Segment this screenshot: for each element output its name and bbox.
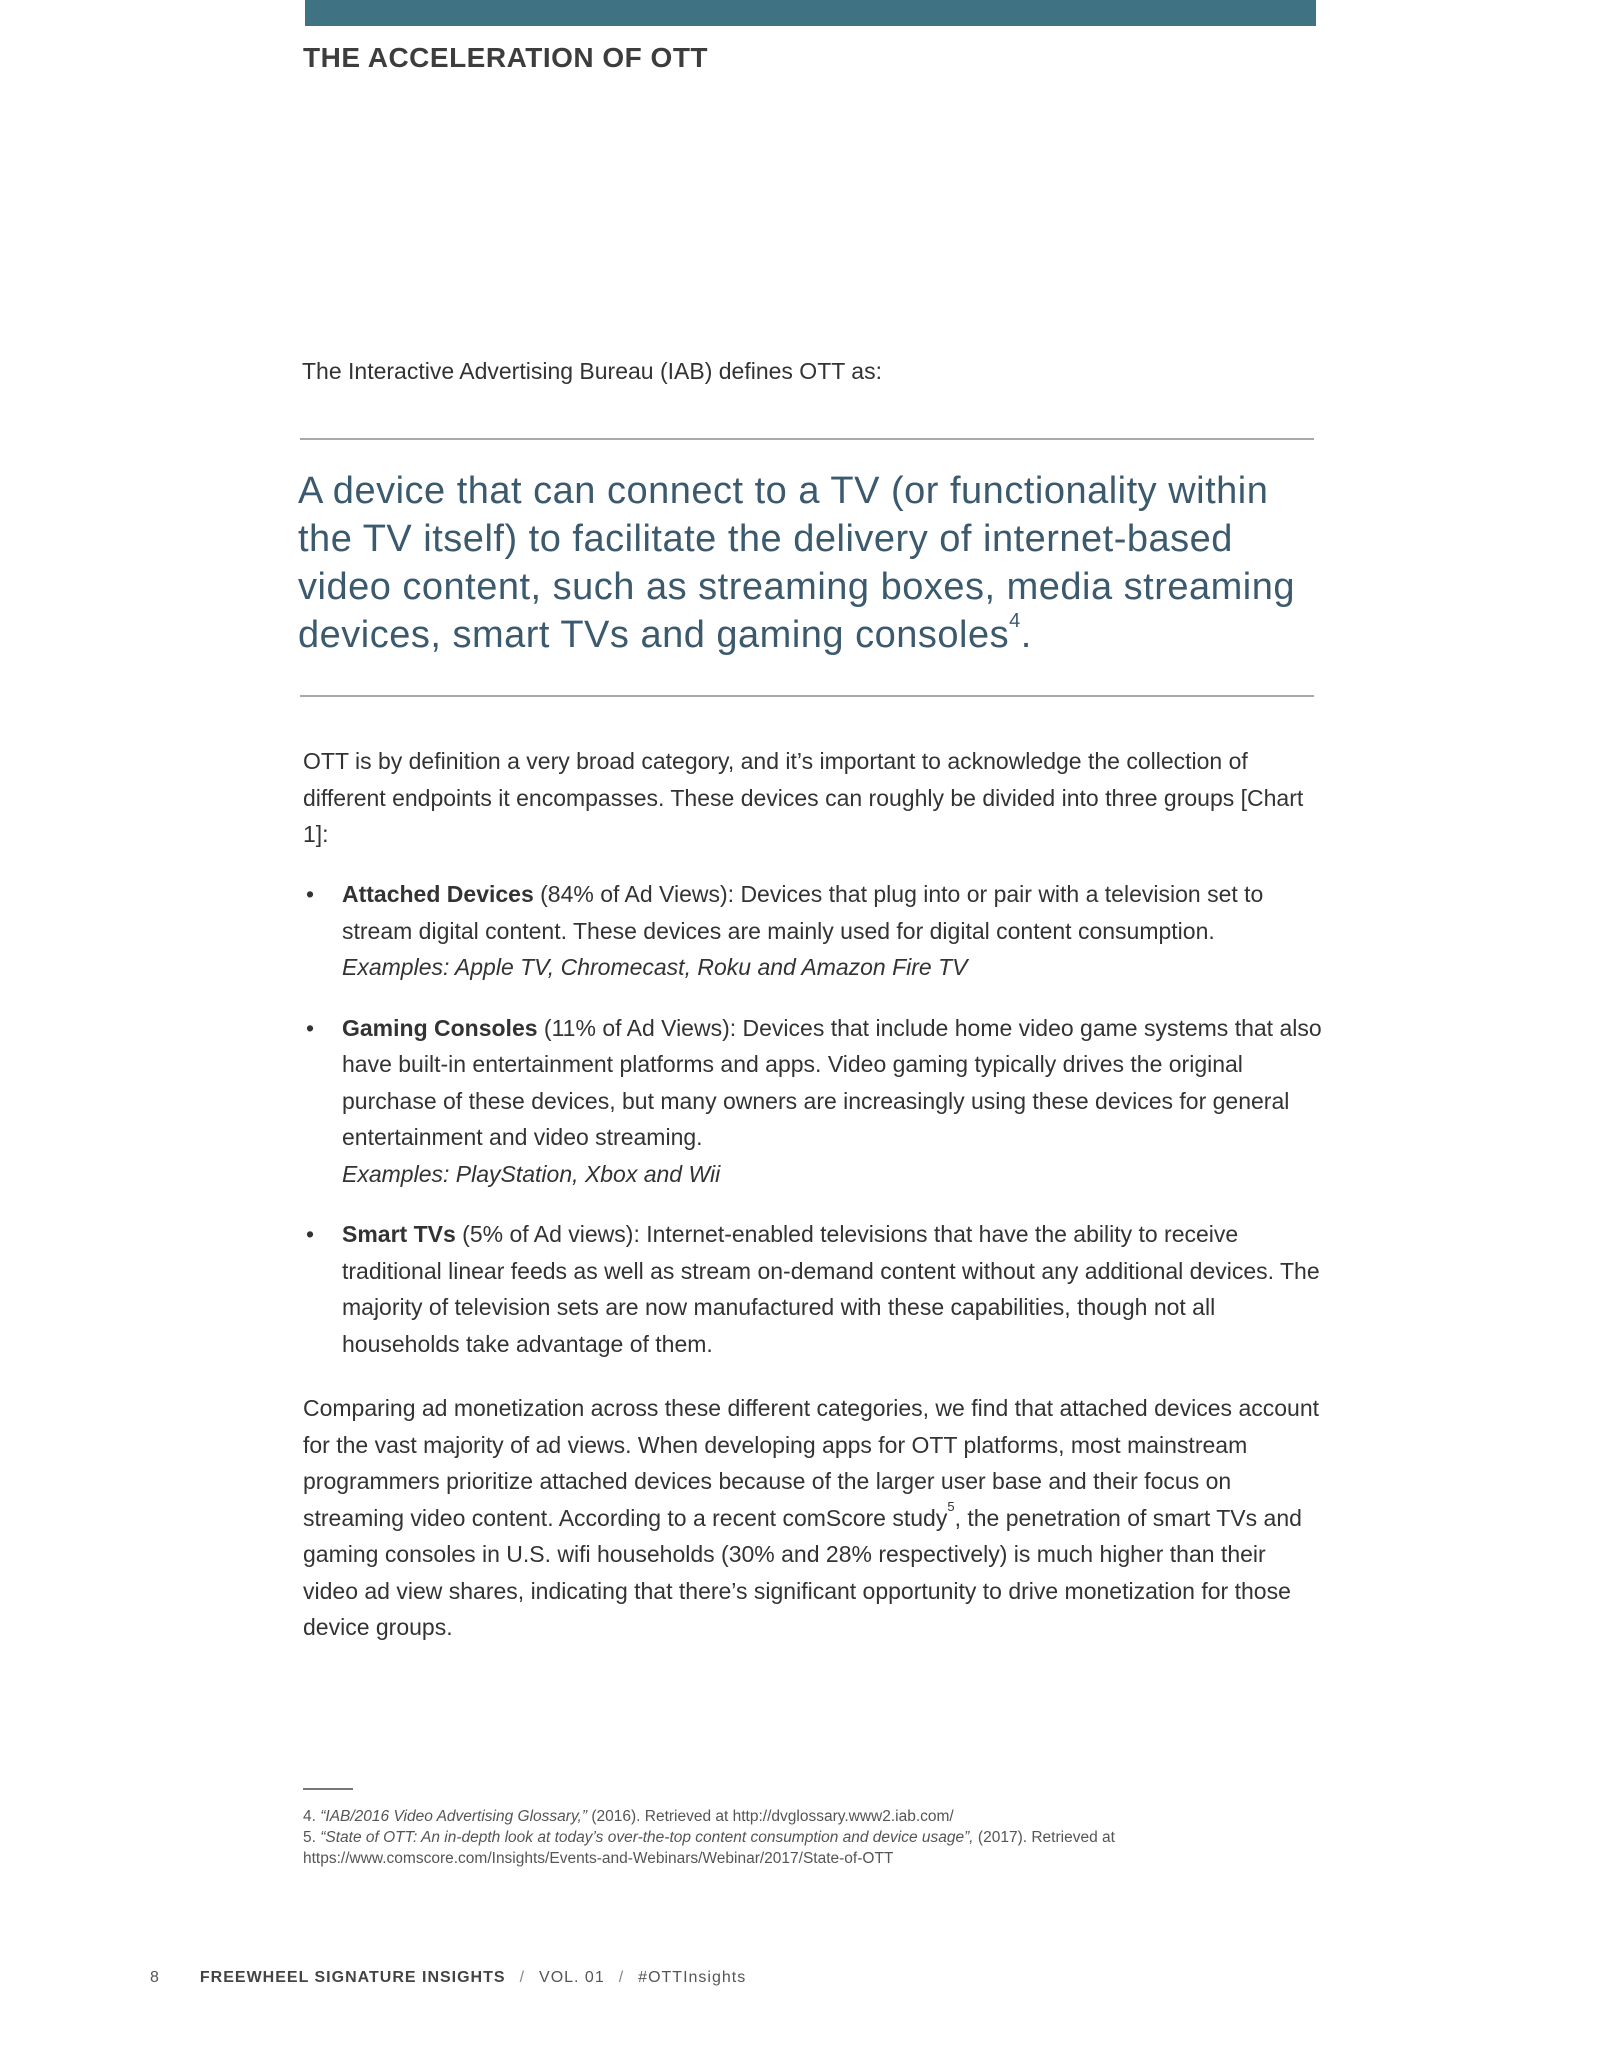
bullet-term: Smart TVs — [342, 1221, 456, 1247]
pull-quote-end: . — [1020, 614, 1032, 656]
hashtag-label: #OTTInsights — [638, 1969, 747, 1986]
footnote-source: (2017). Retrieved at https://www.comscore.com/Insights/Events-and-Webinars/Webinar/2017/State-of-OTT — [303, 1829, 1115, 1867]
paragraph-2-text-a: Comparing ad monetization across these different categories, we find that attached devices account for the vast majority of ad views. When developing apps for OTT platforms, most mainstream programmers prioritize attached devices because of the larger user base and their focus on streaming video content. According to a recent comScore study — [303, 1395, 1319, 1531]
list-item-gaming-consoles — [303, 1010, 1323, 1193]
footnote-title: “IAB/2016 Video Advertising Glossary,” — [320, 1808, 588, 1825]
pull-quote-text: A device that can connect to a TV (or functionality within the TV itself) to facilitate the delivery of internet-based video content, such as streaming boxes, media streaming devices, smart TVs and gaming consoles — [298, 470, 1296, 656]
device-groups-list — [303, 876, 1323, 1386]
paragraph-1: OTT is by definition a very broad category, and it’s important to acknowledge the collection of different endpoints it encompasses. These devices can roughly be divided into three groups [Chart 1]: — [303, 748, 1304, 847]
volume-label: VOL. 01 — [539, 1969, 605, 1986]
footnote-5 — [303, 1827, 1323, 1869]
header-accent-bar — [305, 0, 1316, 26]
bullet-term: Attached Devices — [342, 881, 534, 907]
footer-separator: / — [618, 1969, 625, 1986]
page-number: 8 — [150, 1969, 160, 1986]
bullet-examples: Examples: PlayStation, Xbox and Wii — [342, 1160, 721, 1187]
publication-name: FREEWHEEL SIGNATURE INSIGHTS — [199, 1969, 506, 1986]
quote-top-divider — [300, 438, 1314, 440]
section-title: THE ACCELERATION OF OTT — [303, 42, 709, 73]
bullet-text: Devices that include home video game systems that also have built-in entertainment platforms and apps. Video gaming typically drives the original purchase of these devices, but many owners are increasingly using these devices for general entertainment and video streaming. — [342, 1014, 1322, 1150]
bullet-text: Internet-enabled televisions that have the ability to receive traditional linear feeds as well as stream on-demand content without any additional devices. The majority of television sets are now manufactured with these capabilities, though not all households take advantage of them. — [342, 1221, 1320, 1357]
list-item-attached-devices — [303, 876, 1323, 986]
footnote-number: 5. — [303, 1829, 321, 1846]
footnote-ref-5: 5 — [947, 1498, 955, 1514]
bullet-text: Devices that plug into or pair with a television set to stream digital content. These devices are mainly used for digital content consumption. — [342, 881, 1264, 944]
bullet-icon: • — [306, 881, 315, 907]
footnote-ref-4: 4 — [1009, 610, 1021, 632]
intro-text: The Interactive Advertising Bureau (IAB) defines OTT as: — [302, 358, 882, 384]
pull-quote — [298, 467, 1328, 659]
bullet-examples: Examples: Apple TV, Chromecast, Roku and Amazon Fire TV — [342, 954, 968, 980]
bullet-term: Gaming Consoles — [342, 1014, 538, 1041]
footnote-title: “State of OTT: An in-depth look at today’s over-the-top content consumption and device usage”, — [320, 1829, 974, 1846]
footnote-source: (2016). Retrieved at http://dvglossary.www2.iab.com/ — [587, 1808, 954, 1825]
list-item-smart-tvs — [303, 1216, 1323, 1362]
bullet-share: (11% of Ad Views): — [537, 1014, 743, 1041]
footnote-number: 4. — [303, 1808, 321, 1825]
paragraph-2-text-b: , the penetration of smart TVs and gaming consoles in U.S. wifi households (30% and 28% respectively) is much higher than their video ad view shares, indicating that there’s significant opportunity to drive monetization for those device groups. — [303, 1504, 1302, 1640]
page-footer — [150, 1969, 746, 1987]
bullet-share: (5% of Ad views): — [455, 1221, 647, 1247]
footnote-4 — [303, 1806, 1323, 1827]
footnote-divider — [303, 1788, 353, 1790]
footnotes — [303, 1806, 1323, 1869]
footer-separator: / — [519, 1969, 526, 1986]
bullet-icon: • — [306, 1014, 315, 1041]
paragraph-2 — [303, 1390, 1323, 1646]
bullet-icon: • — [306, 1221, 315, 1247]
bullet-share: (84% of Ad Views): — [533, 881, 741, 907]
quote-bottom-divider — [300, 695, 1314, 697]
